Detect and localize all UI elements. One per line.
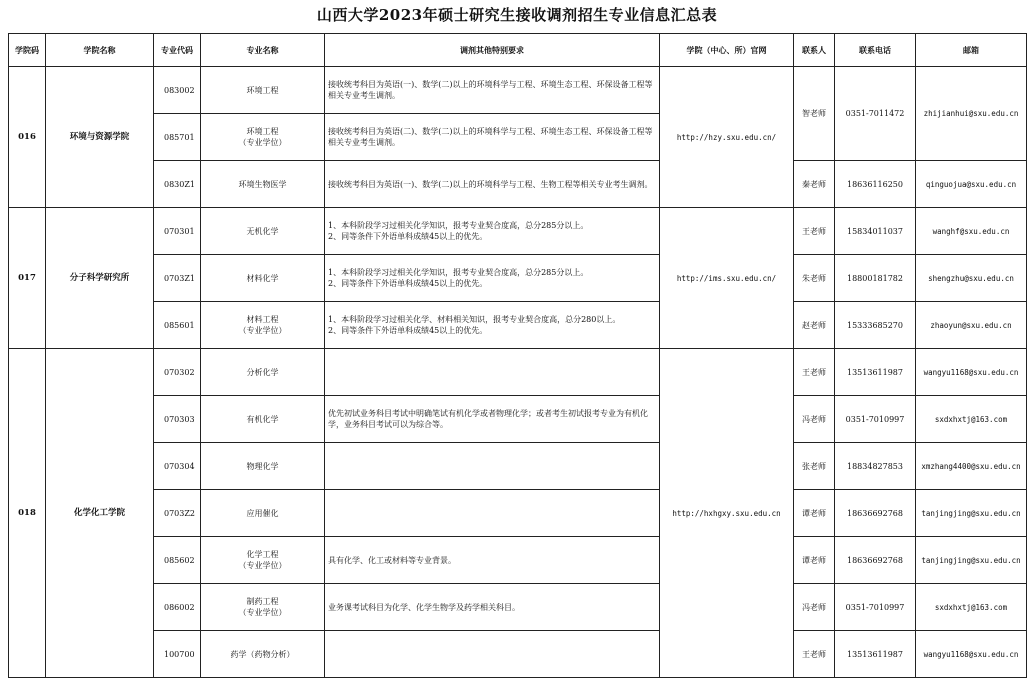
- contact-phone: 0351-7010997: [835, 584, 916, 631]
- major-code: 100700: [154, 631, 201, 678]
- requirements: [325, 443, 660, 490]
- contact-name: 王老师: [794, 631, 835, 678]
- requirements: 1、本科阶段学习过相关化学、材料相关知识，报考专业契合度高，总分280以上。 2、同等条件下外语单科成绩45以上的优先。: [325, 302, 660, 349]
- major-code: 070303: [154, 396, 201, 443]
- table-row: [9, 396, 1027, 443]
- header-row: [9, 34, 1027, 67]
- contact-name: 张老师: [794, 443, 835, 490]
- contact-name: 冯老师: [794, 396, 835, 443]
- contact-name: 秦老师: [794, 161, 835, 208]
- requirements: 接收统考科目为英语(一)、数学(二)以上的环境科学与工程、生物工程等相关专业考生调剂。: [325, 161, 660, 208]
- major-code: 085602: [154, 537, 201, 584]
- contact-name: 王老师: [794, 208, 835, 255]
- table-row: [9, 584, 1027, 631]
- college-code: 018: [9, 349, 46, 678]
- header-contact: 联系人: [794, 34, 835, 67]
- requirements: [325, 490, 660, 537]
- contact-email[interactable]: wangyu1168@sxu.edu.cn: [916, 631, 1027, 678]
- college-name: 分子科学研究所: [46, 208, 154, 349]
- contact-phone: 15834011037: [835, 208, 916, 255]
- contact-phone: 15333685270: [835, 302, 916, 349]
- header-requirements: 调剂其他特别要求: [325, 34, 660, 67]
- contact-name: 朱老师: [794, 255, 835, 302]
- table-row: [9, 443, 1027, 490]
- contact-name: 谭老师: [794, 490, 835, 537]
- contact-email[interactable]: wanghf@sxu.edu.cn: [916, 208, 1027, 255]
- major-code: 085601: [154, 302, 201, 349]
- major-code: 085701: [154, 114, 201, 161]
- major-name: 物理化学: [201, 443, 325, 490]
- table-row: [9, 490, 1027, 537]
- contact-email[interactable]: sxdxhxtj@163.com: [916, 396, 1027, 443]
- admissions-table: [8, 33, 1027, 678]
- requirements: [325, 631, 660, 678]
- contact-phone: 18636692768: [835, 537, 916, 584]
- contact-email[interactable]: zhijianhui@sxu.edu.cn: [916, 67, 1027, 161]
- header-major-code: 专业代码: [154, 34, 201, 67]
- contact-name: 谭老师: [794, 537, 835, 584]
- major-code: 070301: [154, 208, 201, 255]
- major-name: 分析化学: [201, 349, 325, 396]
- contact-phone: 0351-7011472: [835, 67, 916, 161]
- major-code: 070304: [154, 443, 201, 490]
- contact-email[interactable]: qinguojua@sxu.edu.cn: [916, 161, 1027, 208]
- header-college-code: 学院码: [9, 34, 46, 67]
- website-link[interactable]: http://ims.sxu.edu.cn/: [660, 208, 794, 349]
- contact-name: 赵老师: [794, 302, 835, 349]
- contact-name: 冯老师: [794, 584, 835, 631]
- table-row: [9, 302, 1027, 349]
- major-code: 0703Z1: [154, 255, 201, 302]
- contact-email[interactable]: wangyu1168@sxu.edu.cn: [916, 349, 1027, 396]
- college-code: 016: [9, 67, 46, 208]
- table-row: [9, 255, 1027, 302]
- contact-phone: 18834827853: [835, 443, 916, 490]
- header-phone: 联系电话: [835, 34, 916, 67]
- contact-phone: 18636692768: [835, 490, 916, 537]
- major-name: 环境工程 （专业学位）: [201, 114, 325, 161]
- college-name: 化学化工学院: [46, 349, 154, 678]
- website-link[interactable]: http://hzy.sxu.edu.cn/: [660, 67, 794, 208]
- major-name: 材料化学: [201, 255, 325, 302]
- contact-phone: 18636116250: [835, 161, 916, 208]
- table-row: [9, 631, 1027, 678]
- college-name: 环境与资源学院: [46, 67, 154, 208]
- contact-email[interactable]: tanjingjing@sxu.edu.cn: [916, 537, 1027, 584]
- contact-phone: 13513611987: [835, 349, 916, 396]
- table-row: [9, 161, 1027, 208]
- major-name: 无机化学: [201, 208, 325, 255]
- contact-email[interactable]: zhaoyun@sxu.edu.cn: [916, 302, 1027, 349]
- header-college-name: 学院名称: [46, 34, 154, 67]
- contact-phone: 13513611987: [835, 631, 916, 678]
- major-code: 070302: [154, 349, 201, 396]
- contact-name: 王老师: [794, 349, 835, 396]
- table-row: [9, 208, 1027, 255]
- contact-email[interactable]: tanjingjing@sxu.edu.cn: [916, 490, 1027, 537]
- major-name: 药学（药物分析）: [201, 631, 325, 678]
- contact-phone: 0351-7010997: [835, 396, 916, 443]
- contact-email[interactable]: shengzhu@sxu.edu.cn: [916, 255, 1027, 302]
- page-title: 山西大学2023年硕士研究生接收调剂招生专业信息汇总表: [316, 6, 718, 24]
- requirements: 1、本科阶段学习过相关化学知识，报考专业契合度高，总分285分以上。 2、同等条件下外语单科成绩45以上的优先。: [325, 255, 660, 302]
- requirements: 接收统考科目为英语(一)、数学(二)以上的环境科学与工程、环境生态工程、环保设备工程等相关专业考生调剂。: [325, 67, 660, 114]
- major-name: 有机化学: [201, 396, 325, 443]
- requirements: [325, 349, 660, 396]
- major-name: 化学工程 （专业学位）: [201, 537, 325, 584]
- header-website: 学院（中心、所）官网: [660, 34, 794, 67]
- major-code: 083002: [154, 67, 201, 114]
- major-name: 应用催化: [201, 490, 325, 537]
- requirements: 接收统考科目为英语(二)、数学(二)以上的环境科学与工程、环境生态工程、环保设备工程等相关专业考生调剂。: [325, 114, 660, 161]
- major-name: 环境工程: [201, 67, 325, 114]
- major-name: 制药工程 （专业学位）: [201, 584, 325, 631]
- table-row: [9, 537, 1027, 584]
- header-major-name: 专业名称: [201, 34, 325, 67]
- major-code: 086002: [154, 584, 201, 631]
- website-link[interactable]: http://hxhgxy.sxu.edu.cn: [660, 349, 794, 678]
- contact-email[interactable]: xmzhang4400@sxu.edu.cn: [916, 443, 1027, 490]
- requirements: 业务课考试科目为化学、化学生物学及药学相关科目。: [325, 584, 660, 631]
- major-code: 0703Z2: [154, 490, 201, 537]
- contact-name: 智老师: [794, 67, 835, 161]
- contact-email[interactable]: sxdxhxtj@163.com: [916, 584, 1027, 631]
- table-row: [9, 67, 1027, 114]
- contact-phone: 18800181782: [835, 255, 916, 302]
- college-code: 017: [9, 208, 46, 349]
- requirements: 具有化学、化工或材料等专业背景。: [325, 537, 660, 584]
- major-code: 0830Z1: [154, 161, 201, 208]
- table-row: [9, 349, 1027, 396]
- requirements: 优先初试业务科目考试中明确笔试有机化学或者物理化学；或者考生初试报考专业为有机化学，业务科目考试可以为综合等。: [325, 396, 660, 443]
- header-email: 邮箱: [916, 34, 1027, 67]
- major-name: 环境生物医学: [201, 161, 325, 208]
- requirements: 1、本科阶段学习过相关化学知识，报考专业契合度高，总分285分以上。 2、同等条件下外语单科成绩45以上的优先。: [325, 208, 660, 255]
- major-name: 材料工程 （专业学位）: [201, 302, 325, 349]
